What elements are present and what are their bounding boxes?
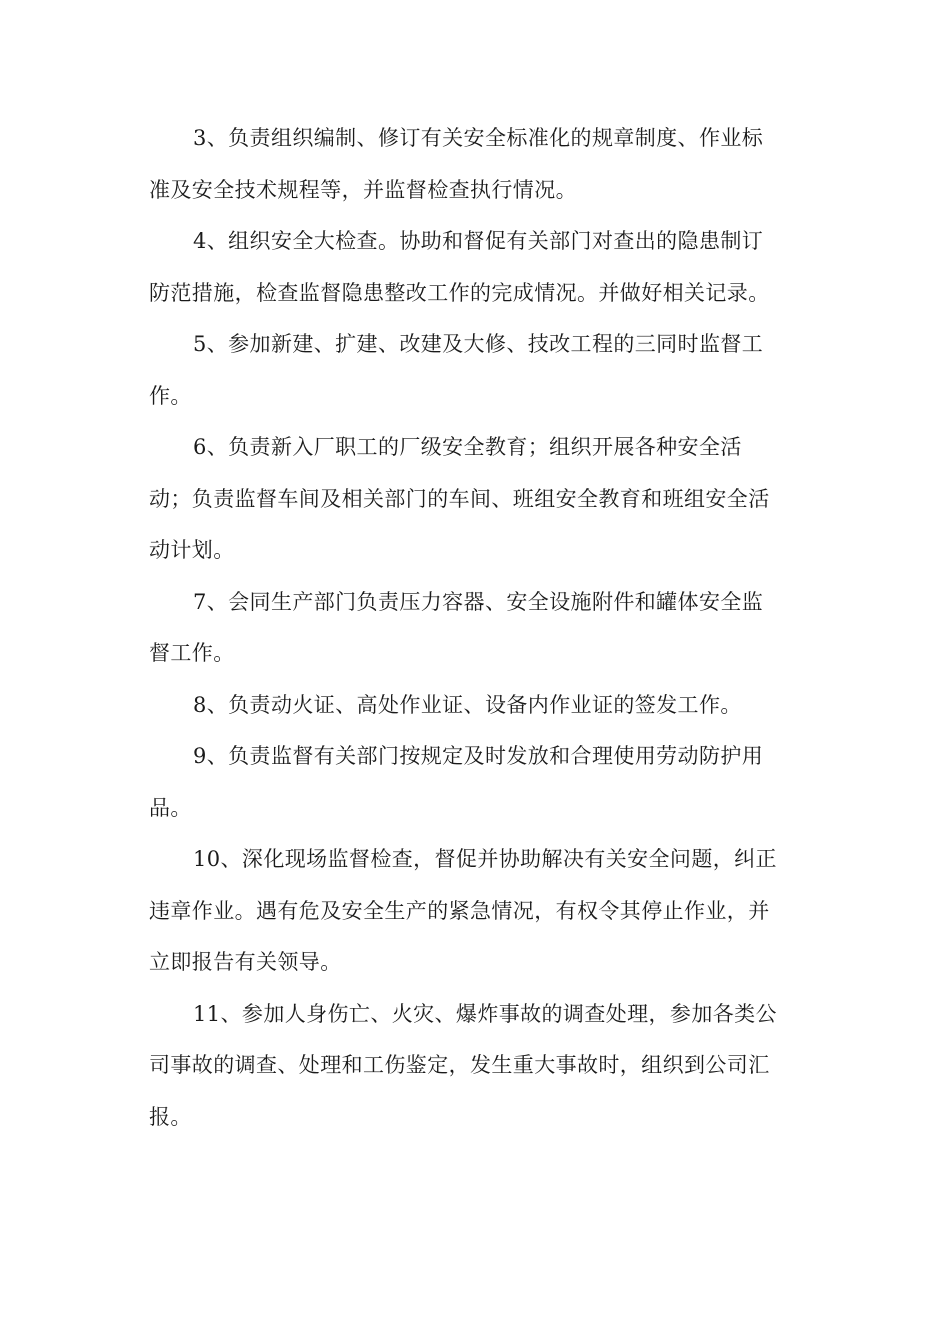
paragraph-10-line-2: 违章作业。遇有危及安全生产的紧急情况，有权令其停止作业，并 bbox=[149, 898, 770, 923]
paragraph-8-line-1: 8、负责动火证、高处作业证、设备内作业证的签发工作。 bbox=[193, 692, 742, 717]
paragraph-3-line-1: 3、负责组织编制、修订有关安全标准化的规章制度、作业标 bbox=[193, 126, 764, 150]
paragraph-11-line-2: 司事故的调查、处理和工伤鉴定，发生重大事故时，组织到公司汇 bbox=[149, 1053, 770, 1077]
document-body bbox=[149, 113, 809, 1143]
paragraph-10-line-3: 立即报告有关领导。 bbox=[149, 950, 342, 974]
paragraph-3-line-2: 准及安全技术规程等，并监督检查执行情况。 bbox=[149, 177, 577, 202]
paragraph-9-line-2: 品。 bbox=[149, 795, 192, 820]
paragraph-5-line-2: 作。 bbox=[149, 383, 192, 408]
paragraph-11-line-1: 11、参加人身伤亡、火灾、爆炸事故的调查处理，参加各类公 bbox=[193, 1001, 777, 1026]
paragraph-4-line-1: 4、组织安全大检查。协助和督促有关部门对查出的隐患制订 bbox=[193, 229, 764, 253]
paragraph-9-line-1: 9、负责监督有关部门按规定及时发放和合理使用劳动防护用 bbox=[193, 744, 764, 768]
paragraph-4-line-2: 防范措施，检查监督隐患整改工作的完成情况。并做好相关记录。 bbox=[149, 280, 770, 305]
paragraph-11-line-3: 报。 bbox=[149, 1104, 192, 1129]
paragraph-6-line-3: 动计划。 bbox=[149, 538, 235, 562]
paragraph-7-line-2: 督工作。 bbox=[149, 641, 235, 665]
paragraph-10-line-1: 10、深化现场监督检查，督促并协助解决有关安全问题，纠正 bbox=[193, 847, 777, 871]
paragraph-5-line-1: 5、参加新建、扩建、改建及大修、技改工程的三同时监督工 bbox=[193, 332, 764, 356]
paragraph-7-line-1: 7、会同生产部门负责压力容器、安全设施附件和罐体安全监 bbox=[193, 589, 764, 614]
paragraph-6-line-1: 6、负责新入厂职工的厂级安全教育；组织开展各种安全活 bbox=[193, 435, 742, 459]
paragraph-6-line-2: 动；负责监督车间及相关部门的车间、班组安全教育和班组安全活 bbox=[149, 486, 770, 511]
